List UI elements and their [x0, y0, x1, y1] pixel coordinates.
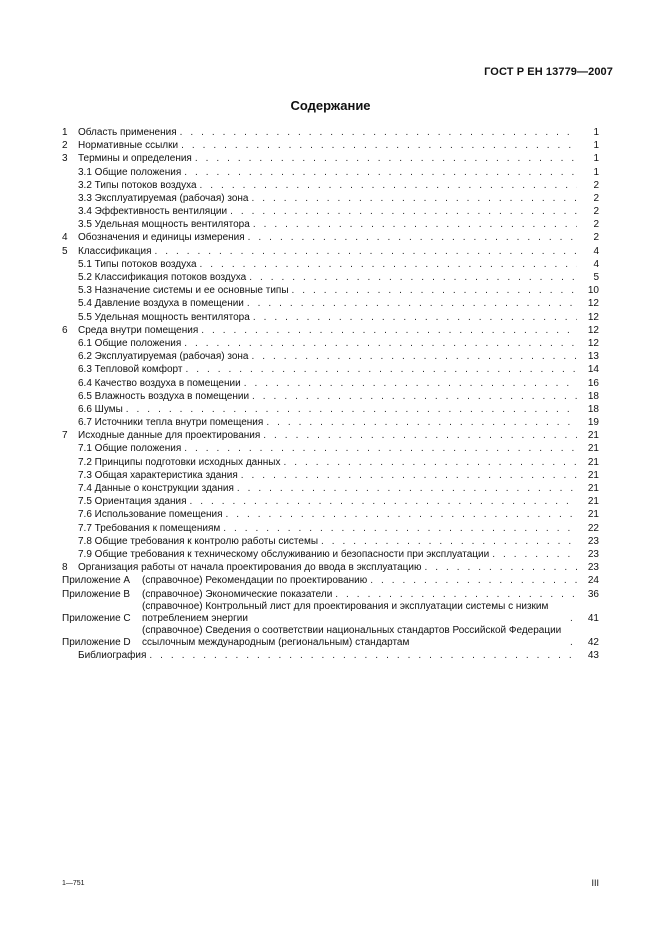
toc-entry[interactable] — [62, 218, 599, 231]
toc-entry-number: Приложение С — [62, 612, 131, 624]
toc-entry-page: 21 — [587, 509, 599, 521]
toc-entry-title: 7.8 Общие требования к контролю работы системы — [78, 535, 319, 547]
toc-entry[interactable] — [62, 311, 599, 324]
dot-leader — [266, 416, 577, 429]
dot-leader — [570, 612, 577, 625]
toc-entry-number: 8 — [62, 562, 68, 574]
footer-print-code: 1—751 — [62, 880, 85, 887]
toc-entry[interactable] — [62, 350, 599, 363]
toc-entry-title: Нормативные ссылки — [78, 140, 179, 152]
toc-entry-page: 12 — [587, 298, 599, 310]
dot-leader — [237, 482, 577, 495]
dot-leader — [180, 126, 577, 139]
toc-entry-page: 4 — [593, 245, 599, 257]
toc-entry[interactable] — [62, 377, 599, 390]
toc-entry-page: 23 — [587, 535, 599, 547]
toc-entry-title: Библиография — [78, 649, 147, 661]
toc-entry-page: 2 — [593, 206, 599, 218]
toc-entry-title: 7.1 Общие положения — [78, 443, 182, 455]
toc-entry-number: 2 — [62, 140, 68, 152]
toc-entry-title: 5.4 Давление воздуха в помещении — [78, 298, 244, 310]
toc-entry[interactable] — [62, 429, 599, 442]
toc-entry-title: (справочное) Экономические показатели — [142, 588, 333, 600]
toc-entry-page: 18 — [587, 403, 599, 415]
toc-entry-page: 2 — [593, 179, 599, 191]
toc-entry-title: 6.7 Источники тепла внутри помещения — [78, 417, 264, 429]
toc-entry-title: 6.3 Тепловой комфорт — [78, 364, 183, 376]
toc-entry-page: 23 — [587, 548, 599, 560]
toc-entry[interactable] — [62, 192, 599, 205]
toc-entry[interactable] — [62, 324, 599, 337]
toc-entry[interactable] — [62, 337, 599, 350]
dot-leader — [190, 495, 577, 508]
toc-entry-number: Приложение В — [62, 588, 131, 600]
toc-entry-title: 7.3 Общая характеристика здания — [78, 469, 238, 481]
dot-leader — [184, 166, 577, 179]
dot-leader — [252, 390, 577, 403]
toc-entry-title: Обозначения и единицы измерения — [78, 232, 245, 244]
toc-entry-title: 7.5 Ориентация здания — [78, 496, 187, 508]
toc-entry-page: 1 — [593, 126, 599, 138]
dot-leader — [492, 548, 577, 561]
toc-entry-title: 5.5 Удельная мощность вентилятора — [78, 311, 250, 323]
dot-leader — [425, 561, 578, 574]
toc-entry-page: 41 — [587, 612, 599, 624]
toc-entry-page: 2 — [593, 192, 599, 204]
toc-entry[interactable] — [62, 561, 599, 574]
toc-entry-page: 14 — [587, 364, 599, 376]
dot-leader — [226, 508, 577, 521]
dot-leader — [253, 311, 577, 324]
dot-leader — [244, 377, 577, 390]
toc-entry[interactable] — [62, 495, 599, 508]
toc-entry-title: (справочное) Контрольный лист для проектирования и эксплуатации системы с низким потреблением энергии — [142, 600, 549, 624]
toc-entry[interactable] — [62, 297, 599, 310]
toc-entry-title: (справочное) Сведения о соответствии национальных стандартов Российской Федерации ссылочным международным (региональным) стандартам — [142, 624, 562, 648]
toc-entry-title: Среда внутри помещения — [78, 324, 199, 336]
toc-entry-page: 21 — [587, 496, 599, 508]
toc-entry-title: 7.6 Использование помещения — [78, 509, 223, 521]
toc-entry-page: 12 — [587, 311, 599, 323]
dot-leader — [230, 205, 577, 218]
toc-entry-page: 12 — [587, 337, 599, 349]
toc-entry-page: 19 — [587, 417, 599, 429]
toc-entry-page: 36 — [587, 588, 599, 600]
toc-entry[interactable] — [62, 522, 599, 535]
toc-entry-page: 21 — [587, 430, 599, 442]
toc-entry-title: 7.9 Общие требования к техническому обслуживанию и безопасности при эксплуатации — [78, 548, 490, 560]
toc-entry-page: 23 — [587, 562, 599, 574]
toc-entry-number: 3 — [62, 153, 68, 165]
toc-entry-title: 7.7 Требования к помещениям — [78, 522, 221, 534]
dot-leader — [241, 469, 577, 482]
toc-entry-title: Область применения — [78, 126, 177, 138]
dot-leader — [195, 152, 577, 165]
toc-entry[interactable] — [62, 482, 599, 495]
toc-entry-page: 42 — [587, 636, 599, 648]
toc-entry[interactable] — [62, 469, 599, 482]
toc-entry[interactable] — [62, 363, 599, 376]
toc-entry[interactable] — [62, 126, 599, 139]
toc-entry[interactable] — [62, 508, 599, 521]
dot-leader — [200, 258, 577, 271]
dot-leader — [335, 588, 577, 601]
dot-leader — [184, 337, 577, 350]
toc-entry-number: Приложение А — [62, 575, 131, 587]
dot-leader — [251, 192, 577, 205]
toc-entry-title: (справочное) Рекомендации по проектированию — [142, 575, 368, 587]
toc-entry[interactable] — [62, 548, 599, 561]
dot-leader — [570, 636, 577, 649]
toc-entry-number: 1 — [62, 126, 68, 138]
dot-leader — [253, 218, 577, 231]
page-number: III — [591, 878, 599, 888]
toc-entry-page: 21 — [587, 456, 599, 468]
toc-entry-page: 1 — [593, 166, 599, 178]
toc-entry-page: 10 — [587, 285, 599, 297]
dot-leader — [155, 245, 577, 258]
toc-entry-page: 21 — [587, 443, 599, 455]
dot-leader — [248, 231, 577, 244]
toc-entry-title: 5.3 Назначение системы и ее основные типы — [78, 285, 289, 297]
toc-entry[interactable] — [62, 258, 599, 271]
toc-entry[interactable] — [62, 245, 599, 258]
toc-entry-number: 4 — [62, 232, 68, 244]
toc-entry[interactable] — [62, 443, 599, 456]
toc-entry-page: 12 — [587, 324, 599, 336]
toc-entry-page: 5 — [593, 272, 599, 284]
dot-leader — [249, 271, 577, 284]
dot-leader — [251, 350, 577, 363]
toc-entry-page: 22 — [587, 522, 599, 534]
dot-leader — [223, 522, 577, 535]
toc-entry-title: 3.1 Общие положения — [78, 166, 182, 178]
toc-entry[interactable] — [62, 232, 599, 245]
toc-entry[interactable] — [62, 403, 599, 416]
toc-title: Содержание — [290, 98, 371, 113]
toc-entry-title: 7.2 Принципы подготовки исходных данных — [78, 456, 281, 468]
toc-entry-title: Классификация — [78, 245, 152, 257]
toc-entry-title: Исходные данные для проектирования — [78, 430, 261, 442]
toc-entry[interactable] — [62, 390, 599, 403]
toc-entry-title: 5.2 Классификация потоков воздуха — [78, 272, 247, 284]
toc-entry[interactable] — [62, 166, 599, 179]
table-of-contents — [62, 126, 599, 662]
dot-leader — [263, 429, 577, 442]
toc-entry-page: 18 — [587, 390, 599, 402]
toc-entry[interactable] — [62, 456, 599, 469]
toc-entry[interactable] — [62, 649, 599, 662]
dot-leader — [201, 324, 577, 337]
toc-entry-page: 24 — [587, 575, 599, 587]
toc-entry-title: 3.2 Типы потоков воздуха — [78, 179, 197, 191]
toc-entry-number: 6 — [62, 324, 68, 336]
toc-entry[interactable] — [62, 179, 599, 192]
toc-entry-page: 13 — [587, 351, 599, 363]
toc-entry[interactable] — [62, 574, 599, 587]
dot-leader — [200, 179, 577, 192]
toc-entry-title: 6.6 Шумы — [78, 403, 123, 415]
toc-entry-title: Организация работы от начала проектирования до ввода в эксплуатацию — [78, 562, 422, 574]
toc-entry-number: Приложение D — [62, 636, 131, 648]
toc-entry-page: 4 — [593, 258, 599, 270]
toc-entry-title: 3.5 Удельная мощность вентилятора — [78, 219, 250, 231]
toc-entry[interactable] — [62, 139, 599, 152]
dot-leader — [149, 649, 577, 662]
dot-leader — [184, 442, 577, 455]
toc-entry-title: 6.1 Общие положения — [78, 337, 182, 349]
dot-leader — [370, 574, 577, 587]
toc-entry-page: 43 — [587, 649, 599, 661]
dot-leader — [247, 297, 577, 310]
toc-entry[interactable] — [62, 152, 599, 165]
toc-entry-title: 3.3 Эксплуатируемая (рабочая) зона — [78, 192, 249, 204]
dot-leader — [283, 456, 577, 469]
toc-entry-page: 1 — [593, 140, 599, 152]
toc-entry-page: 2 — [593, 232, 599, 244]
toc-entry-title: 6.2 Эксплуатируемая (рабочая) зона — [78, 351, 249, 363]
toc-entry-page: 1 — [593, 153, 599, 165]
toc-entry-page: 16 — [587, 377, 599, 389]
dot-leader — [185, 363, 577, 376]
toc-entry[interactable] — [62, 625, 599, 649]
toc-entry-title: Термины и определения — [78, 153, 192, 165]
toc-entry[interactable] — [62, 601, 599, 625]
toc-entry[interactable] — [62, 284, 599, 297]
document-code: ГОСТ Р ЕН 13779—2007 — [484, 66, 613, 78]
toc-entry[interactable] — [62, 271, 599, 284]
toc-entry-title: 7.4 Данные о конструкции здания — [78, 483, 234, 495]
toc-entry[interactable] — [62, 205, 599, 218]
toc-entry-title: 3.4 Эффективность вентиляции — [78, 206, 228, 218]
toc-entry-title: 5.1 Типы потоков воздуха — [78, 258, 197, 270]
dot-leader — [181, 139, 577, 152]
toc-entry-title: 6.4 Качество воздуха в помещении — [78, 377, 241, 389]
dot-leader — [321, 535, 577, 548]
toc-entry-page: 2 — [593, 219, 599, 231]
toc-entry-title: 6.5 Влажность воздуха в помещении — [78, 390, 250, 402]
dot-leader — [292, 284, 577, 297]
toc-entry[interactable] — [62, 416, 599, 429]
toc-entry-number: 5 — [62, 245, 68, 257]
toc-entry[interactable] — [62, 535, 599, 548]
toc-entry-page: 21 — [587, 469, 599, 481]
toc-entry-page: 21 — [587, 483, 599, 495]
toc-entry-number: 7 — [62, 430, 68, 442]
dot-leader — [126, 403, 577, 416]
toc-entry[interactable] — [62, 588, 599, 601]
